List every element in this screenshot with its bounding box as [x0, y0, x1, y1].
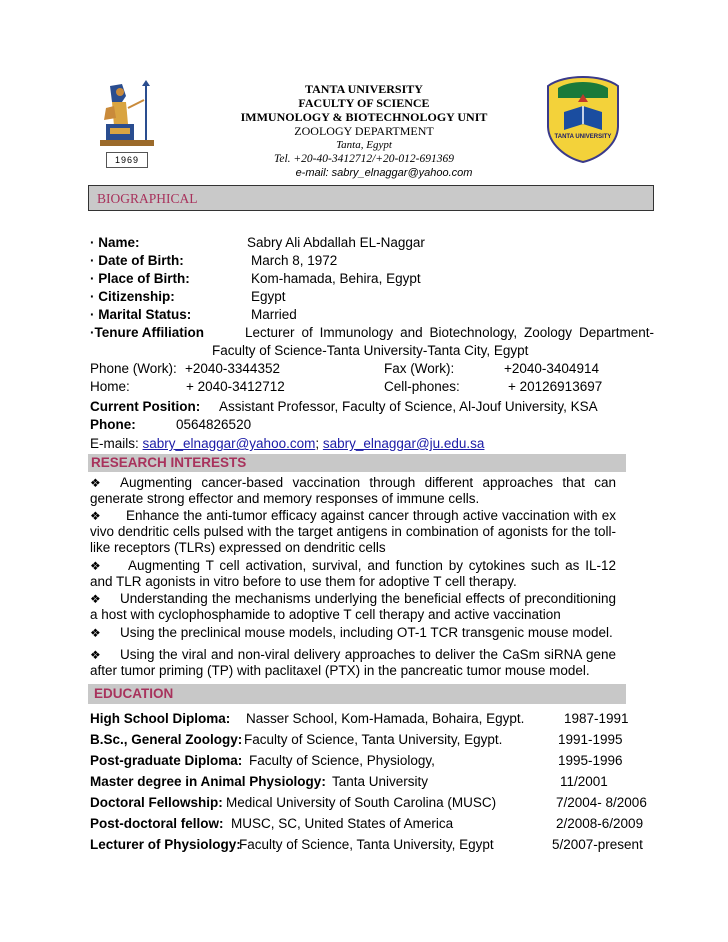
phone-work-label: Phone (Work):: [90, 361, 177, 376]
header-location: Tanta, Egypt: [336, 139, 392, 151]
citizenship-label: · Citizenship:: [90, 289, 175, 304]
research-item-2-line2: vivo dendritic cells pulsed with the target antigens in combination of agonists for the toll-: [90, 524, 616, 539]
edu-detail-5: Medical University of South Carolina (MUSC): [226, 795, 497, 810]
biographical-heading: BIOGRAPHICAL: [97, 191, 198, 206]
research-item-5-line1: Using the preclinical mouse models, including OT-1 TCR transgenic mouse model.: [120, 625, 613, 640]
biographical-heading-box: [88, 185, 654, 211]
research-item-3-line2: and TLR agonists in vitro before to use them for adoptive T cell therapy.: [90, 574, 517, 589]
tenure-label: ·Tenure Affiliation: [90, 325, 204, 340]
phone-value: 0564826520: [176, 417, 252, 432]
research-item-2-line3: like receptors (TLRs) expressed on dendritic cells: [90, 540, 386, 555]
current-position-value: Assistant Professor, Faculty of Science, Al-Jouf University, KSA: [219, 399, 598, 414]
diamond-bullet-icon: ❖: [90, 559, 101, 573]
research-heading: RESEARCH INTERESTS: [91, 455, 247, 470]
phone-label: Phone:: [90, 417, 136, 432]
tenure-line2: Faculty of Science-Tanta University-Tanta City, Egypt: [212, 343, 529, 358]
edu-detail-6: MUSC, SC, United States of America: [231, 816, 454, 831]
pob-value: Kom-hamada, Behira, Egypt: [251, 271, 421, 286]
edu-detail-3: Faculty of Science, Physiology,: [249, 753, 435, 768]
right-logo-text: TANTA UNIVERSITY: [554, 134, 612, 140]
research-item-4-line2: a host with cyclophosphamide to adoptive T cell therapy and active vaccination: [90, 607, 561, 622]
home-label: Home:: [90, 379, 130, 394]
header-unit: IMMUNOLOGY & BIOTECHNOLOGY UNIT: [240, 110, 488, 124]
research-heading-bar: [88, 454, 626, 472]
emails-line: [90, 436, 484, 452]
edu-detail-7: Faculty of Science, Tanta University, Egypt: [239, 837, 494, 852]
research-item-6-line2: after tumor priming (TP) with paclitaxel (PTX) in the pancreatic tumor mouse model.: [90, 663, 590, 678]
research-item-1-line1: Augmenting cancer-based vaccination through different approaches that can: [120, 475, 616, 490]
phone-work-value: +2040-3344352: [185, 361, 280, 376]
pob-label: · Place of Birth:: [90, 271, 190, 286]
current-position-label: Current Position:: [90, 399, 201, 414]
name-value: Sabry Ali Abdallah EL-Naggar: [247, 235, 425, 250]
edu-date-4: 11/2001: [560, 774, 608, 789]
research-item-2-line1: Enhance the anti-tumor efficacy against cancer through active vaccination with ex: [126, 508, 616, 523]
cell-value: + 20126913697: [508, 379, 603, 394]
email-separator: ;: [315, 436, 320, 451]
diamond-bullet-icon: ❖: [90, 626, 101, 640]
citizenship-value: Egypt: [251, 289, 286, 304]
edu-date-5: 7/2004- 8/2006: [556, 795, 647, 810]
header-university: TANTA UNIVERSITY: [305, 82, 423, 96]
cell-label: Cell-phones:: [384, 379, 460, 394]
header-department: ZOOLOGY DEPARTMENT: [294, 124, 434, 138]
edu-label-1: High School Diploma:: [90, 711, 231, 726]
edu-detail-2: Faculty of Science, Tanta University, Egypt.: [244, 732, 503, 747]
edu-label-2: B.Sc., General Zoology:: [90, 732, 243, 747]
research-item-1-line2: generate strong effector and memory responses of immune cells.: [90, 491, 480, 506]
edu-date-2: 1991-1995: [558, 732, 623, 747]
tenure-line1: Lecturer of Immunology and Biotechnology, Zoology Department-: [245, 325, 654, 340]
email-link-ju[interactable]: sabry_elnaggar@ju.edu.sa: [322, 436, 485, 451]
edu-label-5: Doctoral Fellowship:: [90, 795, 223, 810]
edu-date-1: 1987-1991: [564, 711, 629, 726]
edu-detail-1: Nasser School, Kom-Hamada, Bohaira, Egypt.: [246, 711, 525, 726]
emails-label: E-mails:: [90, 436, 139, 451]
dob-label: · Date of Birth:: [90, 253, 184, 268]
edu-detail-4: Tanta University: [332, 774, 429, 789]
edu-label-4: Master degree in Animal Physiology:: [90, 774, 326, 789]
left-logo-year: 1969: [106, 152, 148, 168]
diamond-bullet-icon: ❖: [90, 509, 101, 523]
research-item-3-line1: Augmenting T cell activation, survival, and function by cytokines such as IL-12: [128, 558, 616, 573]
fax-value: +2040-3404914: [504, 361, 599, 376]
home-value: + 2040-3412712: [186, 379, 285, 394]
header-email: e-mail: sabry_elnaggar@yahoo.com: [295, 167, 473, 179]
fax-label: Fax (Work):: [384, 361, 455, 376]
header-faculty: FACULTY OF SCIENCE: [298, 96, 430, 110]
edu-date-7: 5/2007-present: [552, 837, 643, 852]
email-link-yahoo[interactable]: sabry_elnaggar@yahoo.com: [142, 436, 316, 451]
dob-value: March 8, 1972: [251, 253, 338, 268]
edu-label-6: Post-doctoral fellow:: [90, 816, 224, 831]
edu-date-6: 2/2008-6/2009: [556, 816, 644, 831]
education-heading-bar: [88, 684, 626, 704]
edu-label-7: Lecturer of Physiology:: [90, 837, 241, 852]
diamond-bullet-icon: ❖: [90, 648, 101, 662]
edu-label-3: Post-graduate Diploma:: [90, 753, 243, 768]
research-item-6-line1: Using the viral and non-viral delivery approaches to deliver the CaSm siRNA gene: [120, 647, 616, 662]
name-label: · Name:: [90, 235, 140, 250]
header-tel: Tel. +20-40-3412712/+20-012-691369: [274, 153, 454, 165]
edu-date-3: 1995-1996: [558, 753, 623, 768]
marital-label: · Marital Status:: [90, 307, 192, 322]
research-item-4-line1: Understanding the mechanisms underlying the beneficial effects of preconditioning: [120, 591, 616, 606]
marital-value: Married: [251, 307, 297, 322]
diamond-bullet-icon: ❖: [90, 592, 101, 606]
education-heading: EDUCATION: [94, 686, 174, 701]
diamond-bullet-icon: ❖: [90, 476, 101, 490]
